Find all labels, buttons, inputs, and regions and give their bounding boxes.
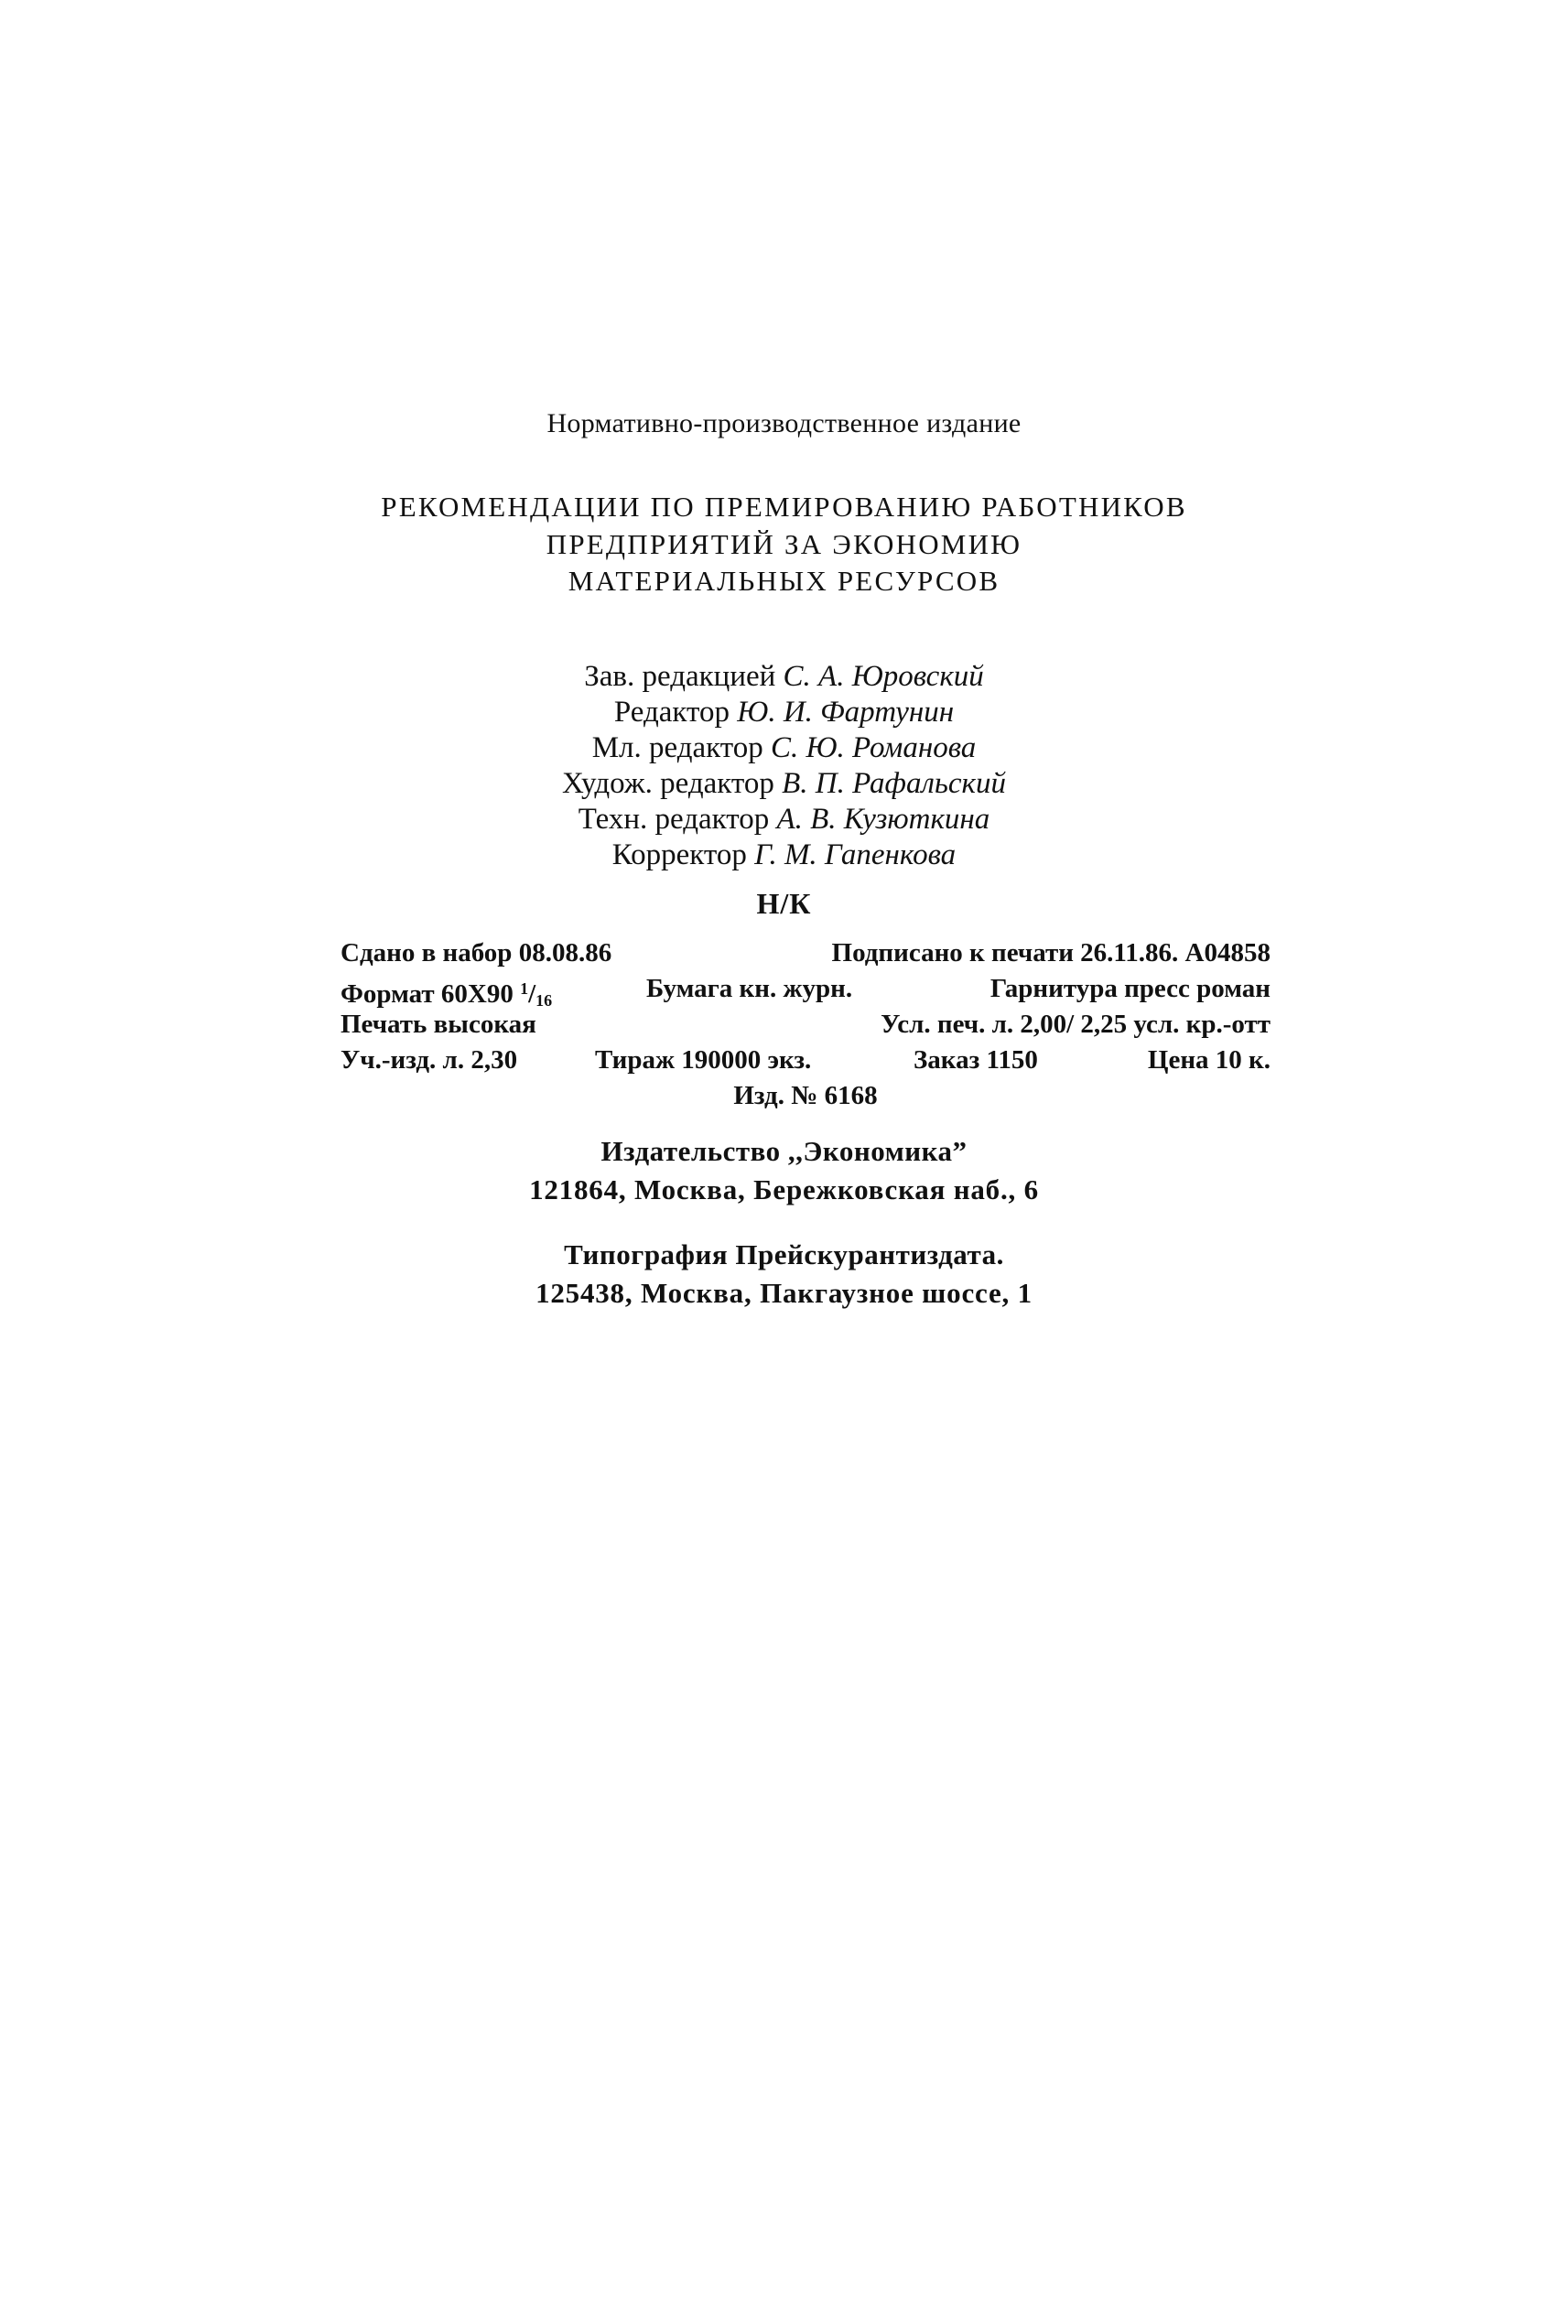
imprint-block xyxy=(341,935,1271,1114)
nk-mark: Н/К xyxy=(756,887,812,920)
credit-role: Корректор xyxy=(611,838,747,871)
typeface: Гарнитура пресс роман xyxy=(989,974,1271,1003)
imprint-row xyxy=(341,971,1271,1010)
paper-type: Бумага кн. журн. xyxy=(646,974,853,1003)
format: Формат 60Х90 $^1/_{16}$ xyxy=(341,979,553,1010)
credit-name: С. Ю. Романова xyxy=(770,731,977,764)
printing-method: Печать высокая xyxy=(341,1010,536,1039)
order-number: Заказ 1150 xyxy=(914,1045,1038,1075)
credit-role: Зав. редакцией xyxy=(584,660,776,693)
format-numerator: 1 xyxy=(520,979,529,998)
edition-number: Изд. № 6168 xyxy=(733,1081,878,1110)
credit-head-of-editorial xyxy=(0,659,1568,695)
submitted-date: Сдано в набор 08.08.86 xyxy=(341,938,612,967)
imprint-row xyxy=(341,935,1271,971)
credit-name: В. П. Рафальский xyxy=(782,767,1006,800)
signed-date: Подписано к печати 26.11.86. А04858 xyxy=(831,938,1271,967)
credit-art-editor xyxy=(0,766,1568,802)
credit-role: Худож. редактор xyxy=(562,767,774,800)
credit-role: Техн. редактор xyxy=(578,803,770,836)
edition-sheets: Уч.-изд. л. 2,30 xyxy=(341,1045,518,1075)
credit-name: Ю. И. Фартунин xyxy=(737,696,955,729)
format-denominator: 16 xyxy=(535,991,553,1010)
credit-role: Мл. редактор xyxy=(591,731,763,764)
credit-name: Г. М. Гапенкова xyxy=(754,838,957,871)
publisher-name: Издательство ,,Экономика” xyxy=(600,1135,968,1167)
title-line-3: МАТЕРИАЛЬНЫХ РЕСУРСОВ xyxy=(568,565,1000,597)
title-line-1: РЕКОМЕНДАЦИИ ПО ПРЕМИРОВАНИЮ РАБОТНИКОВ xyxy=(381,491,1187,523)
editorial-credits xyxy=(0,659,1568,873)
imprint-row xyxy=(341,1078,1271,1114)
imprint-row xyxy=(341,1007,1271,1043)
credit-editor xyxy=(0,695,1568,730)
format-prefix: Формат 60Х90 xyxy=(341,979,514,1009)
credit-proofreader xyxy=(0,838,1568,873)
credit-role: Редактор xyxy=(613,696,730,729)
imprint-row xyxy=(341,1043,1271,1078)
print-sheets: Усл. печ. л. 2,00/ 2,25 усл. кр.-отт xyxy=(881,1010,1271,1039)
printer-address: 125438, Москва, Пакгаузное шоссе, 1 xyxy=(535,1277,1033,1309)
publication-genre: Нормативно-производственное издание xyxy=(546,408,1022,438)
credit-name: С. А. Юровский xyxy=(783,660,984,693)
publisher-address: 121864, Москва, Бережковская наб., 6 xyxy=(529,1173,1039,1205)
title-line-2: ПРЕДПРИЯТИЙ ЗА ЭКОНОМИЮ xyxy=(546,528,1022,560)
price: Цена 10 к. xyxy=(1147,1045,1271,1075)
credit-junior-editor xyxy=(0,730,1568,766)
print-run: Тираж 190000 экз. xyxy=(595,1045,812,1075)
credit-technical-editor xyxy=(0,802,1568,838)
credit-name: А. В. Кузюткина xyxy=(776,803,990,836)
printer-name: Типография Прейскурантиздата. xyxy=(564,1238,1004,1270)
